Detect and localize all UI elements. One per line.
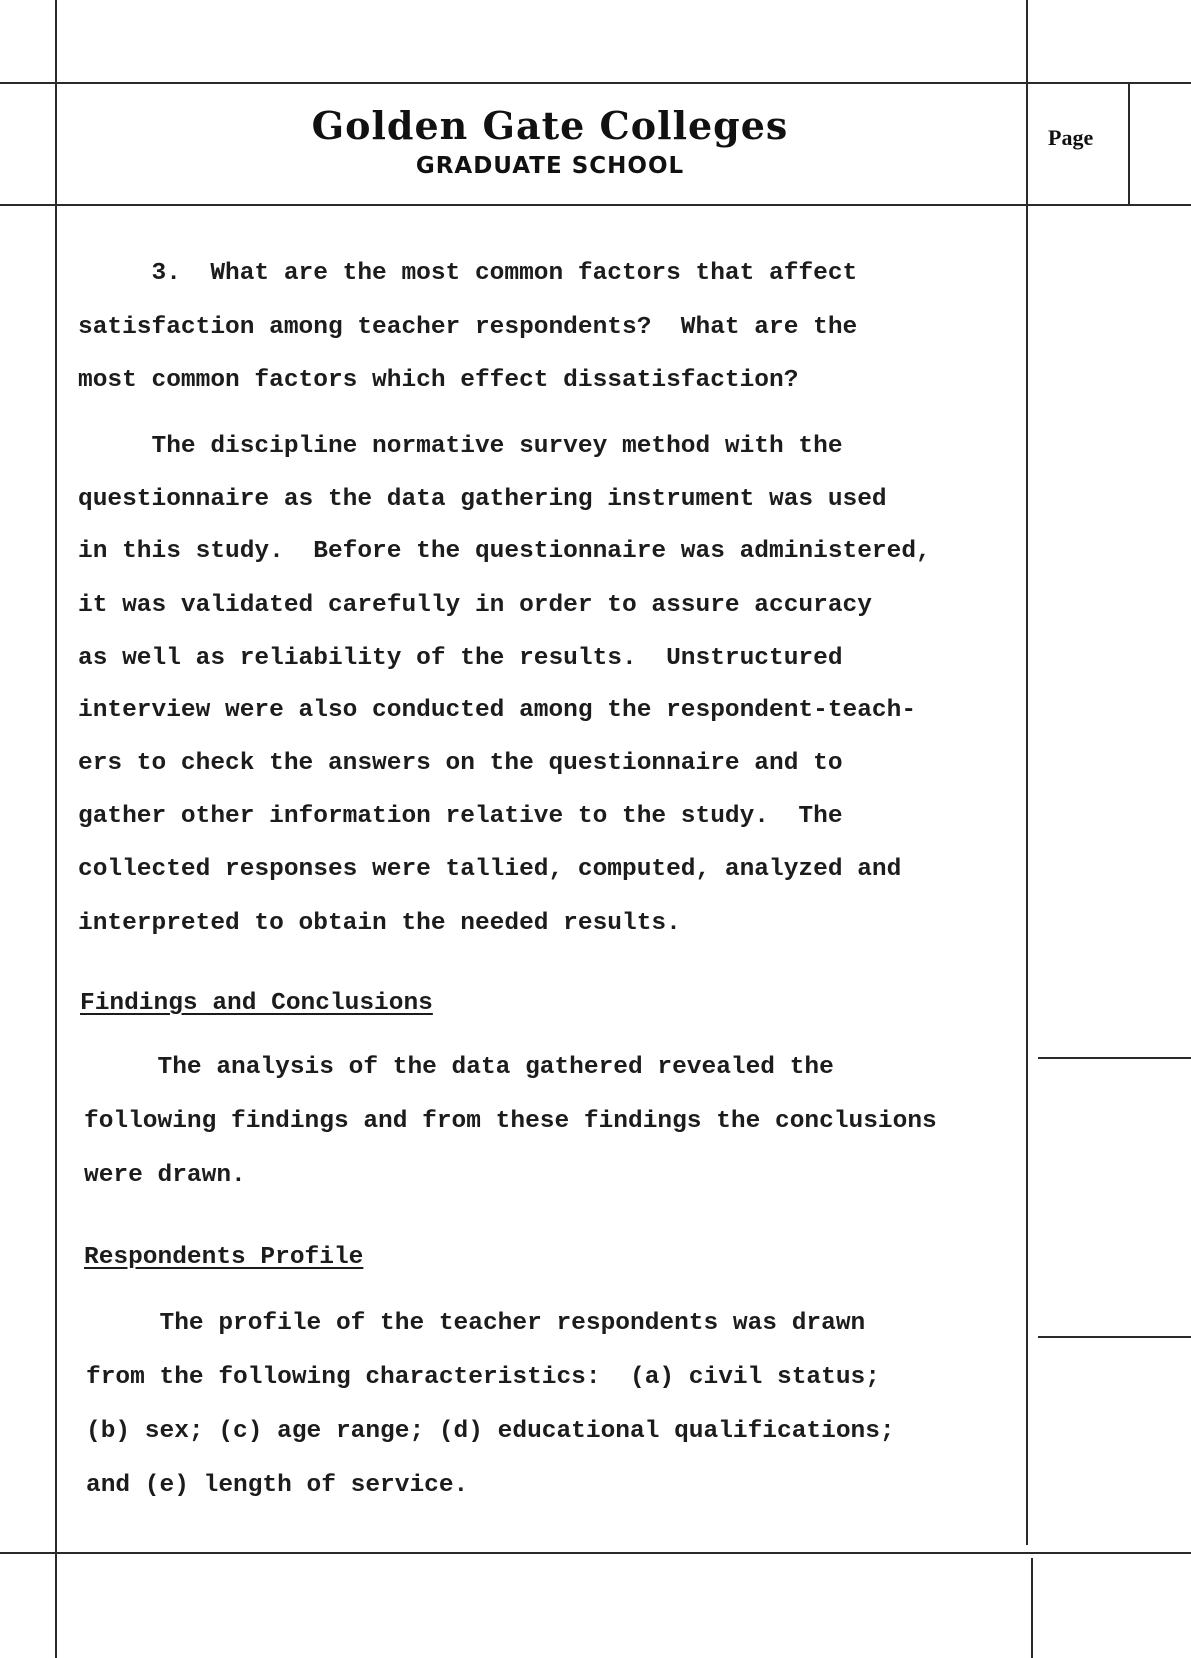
footer-rule [0, 1552, 1191, 1554]
page-label: Page [1048, 125, 1094, 150]
body-line: questionnaire as the data gathering instrument was used [78, 486, 887, 513]
right-margin-rule [1026, 0, 1028, 1545]
findings-heading: Findings and Conclusions [80, 990, 433, 1017]
body-line: satisfaction among teacher respondents? What are the [78, 314, 858, 341]
body-line: ers to check the answers on the questionnaire and to [78, 750, 843, 777]
body-line: it was validated carefully in order to assure accuracy [78, 592, 872, 619]
body-line: were drawn. [84, 1162, 246, 1189]
graduate-school-label: GRADUATE SCHOOL [415, 153, 685, 179]
header-top-rule [0, 82, 1191, 84]
body-line: in this study. Before the questionnaire was administered, [78, 538, 931, 565]
page-column-rule [1128, 82, 1130, 204]
margin-tick-rule-2 [1038, 1336, 1191, 1338]
margin-tick-rule [1038, 1057, 1191, 1059]
body-line: gather other information relative to the study. The [78, 803, 843, 830]
body-line: following findings and from these findings the conclusions [84, 1108, 937, 1135]
body-line: The analysis of the data gathered revealed the [84, 1054, 834, 1081]
body-line: (b) sex; (c) age range; (d) educational qualifications; [86, 1418, 895, 1445]
left-margin-rule [55, 0, 57, 1658]
body-line: The discipline normative survey method with the [78, 433, 843, 460]
body-line: as well as reliability of the results. Unstructured [78, 645, 843, 672]
respondents-profile-heading: Respondents Profile [84, 1244, 364, 1271]
body-line: The profile of the teacher respondents was drawn [86, 1310, 866, 1337]
body-line: most common factors which effect dissatisfaction? [78, 367, 799, 394]
body-line: from the following characteristics: (a) civil status; [86, 1364, 880, 1391]
body-line: interview were also conducted among the respondent-teach- [78, 697, 917, 724]
college-name: Golden Gate Colleges [311, 103, 789, 148]
right-margin-rule-footer [1031, 1558, 1033, 1658]
body-line: and (e) length of service. [86, 1472, 469, 1499]
body-line: interpreted to obtain the needed results. [78, 910, 681, 937]
body-line: collected responses were tallied, computed, analyzed and [78, 856, 902, 883]
body-line: 3. What are the most common factors that affect [78, 260, 858, 287]
header-bottom-rule [0, 204, 1191, 206]
